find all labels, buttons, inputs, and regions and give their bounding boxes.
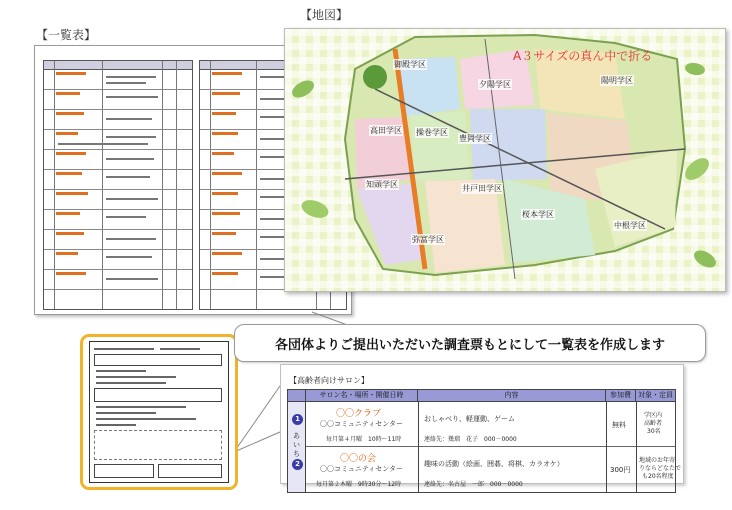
col-header-content: 内容 xyxy=(418,390,606,402)
table-row xyxy=(295,402,675,447)
area-label: あいち xyxy=(293,432,300,458)
salon-target-line: 高齢者 xyxy=(644,420,663,427)
salon-content: おしゃべり、軽運動、ゲーム xyxy=(424,415,515,423)
salon-target-line: りならどなたで xyxy=(639,465,682,472)
list-heading: 【一覧表】 xyxy=(36,28,97,42)
salon-target-line: も20名程度 xyxy=(642,473,674,480)
district-label: 井戸田学区 xyxy=(462,184,502,193)
salon-contact: 連絡先：幾瑠 花子 000－0000 xyxy=(424,436,517,443)
district-label: 中根学区 xyxy=(614,221,646,230)
col-header-name: サロン名・場所・開催日時 xyxy=(306,390,418,402)
survey-form-frame xyxy=(80,334,238,490)
salon-place: 〇〇コミュニティセンター xyxy=(320,420,404,428)
col-header-target: 対象・定員 xyxy=(636,390,675,402)
salon-content: 趣味の活動（絵画、囲碁、将棋、カラオケ） xyxy=(424,460,564,468)
salon-name: 〇〇の会 xyxy=(340,454,377,464)
district-label: 陽明学区 xyxy=(601,76,633,85)
salon-target-line: 地域のお年寄 xyxy=(639,457,676,464)
district-label: 知頭学区 xyxy=(366,180,398,189)
district-label: 弥富学区 xyxy=(412,235,444,244)
area-header xyxy=(288,390,306,402)
district-label: 操巻学区 xyxy=(416,128,448,137)
detail-panel xyxy=(280,364,684,488)
district-label: 高田学区 xyxy=(370,126,402,135)
map-heading: 【地図】 xyxy=(300,8,349,22)
district-label: 御殿学区 xyxy=(394,60,426,69)
district-label: 夕陽学区 xyxy=(479,80,511,89)
table-row xyxy=(295,447,682,492)
col-header-fee: 参加費 xyxy=(606,390,636,402)
salon-name: 〇〇クラブ xyxy=(336,409,382,419)
callout-text: 各団体よりご提出いただいた調査票もとにして一覧表を作成します xyxy=(274,338,665,353)
salon-target-line: 30名 xyxy=(647,428,661,435)
district-label: 豊岡学区 xyxy=(459,134,491,143)
detail-table xyxy=(287,389,682,493)
salon-place: 〇〇コミュニティセンター xyxy=(320,465,404,473)
salon-schedule: 毎月第２木曜 9時30分～12時 xyxy=(316,481,402,488)
survey-form-sheet xyxy=(89,341,229,483)
salon-fee: 300円 xyxy=(610,466,631,474)
salon-fee: 無料 xyxy=(612,421,626,429)
row-number-badge: 2 xyxy=(292,459,303,470)
district-label: 桜本学区 xyxy=(522,210,554,219)
callout-box xyxy=(234,324,706,362)
detail-title: 【高齢者向けサロン】 xyxy=(289,376,369,385)
fold-note: A３サイズの真ん中で折る xyxy=(513,49,653,63)
row-number-badge: 1 xyxy=(292,414,303,425)
salon-target-line: 学区内 xyxy=(644,412,663,419)
salon-schedule: 毎月第４月曜 10時～11時 xyxy=(326,436,402,443)
salon-contact: 連絡先：名古屋 一郎 000－0000 xyxy=(424,481,523,488)
